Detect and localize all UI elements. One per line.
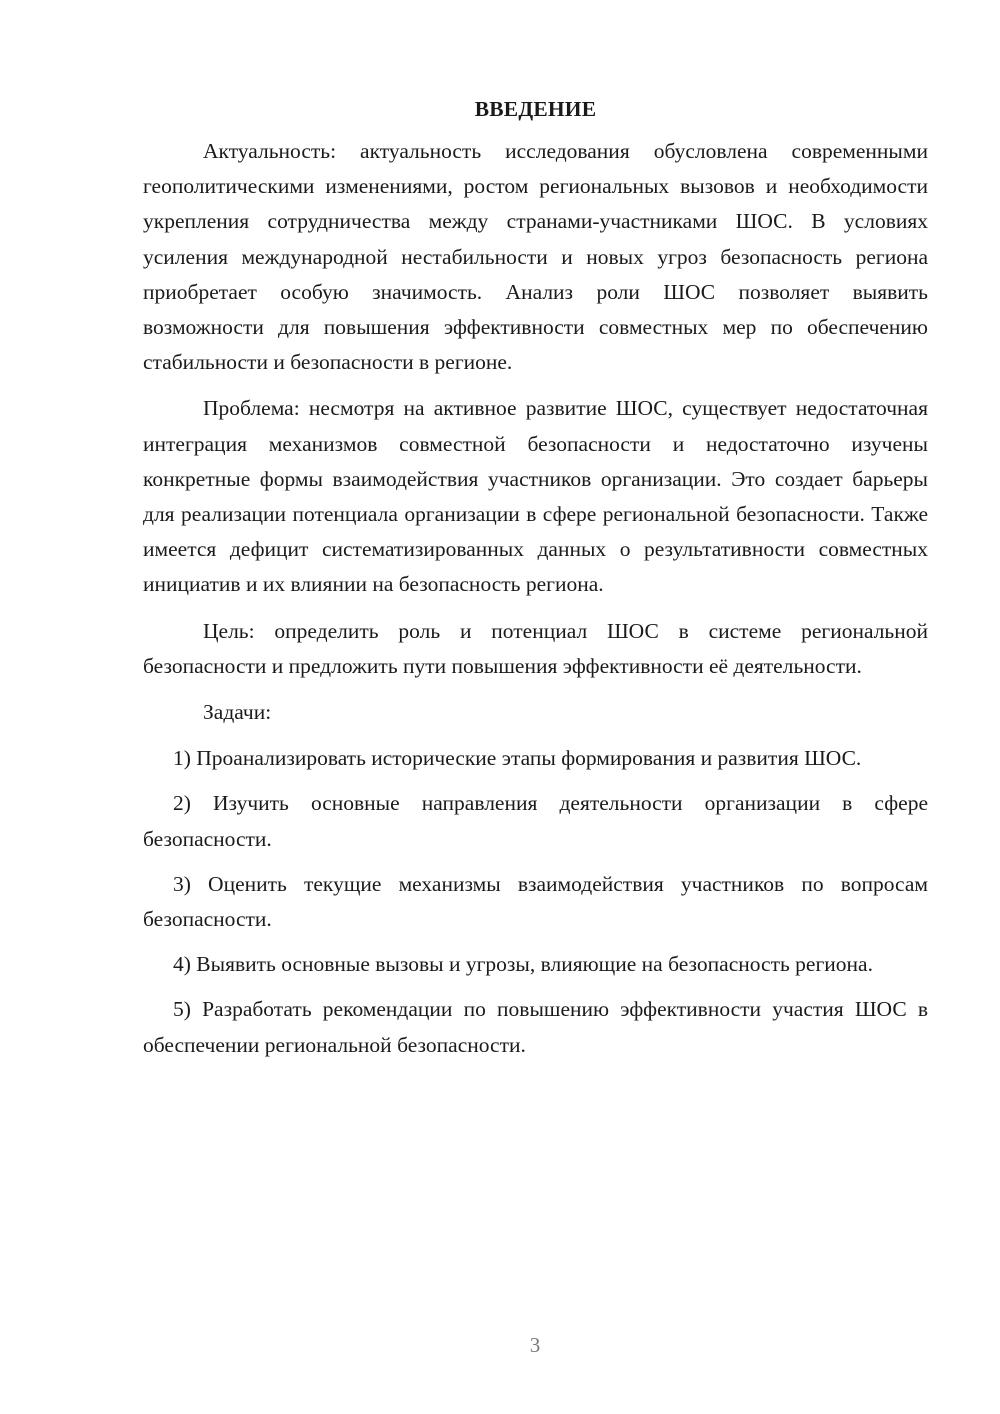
section-heading: ВВЕДЕНИЕ bbox=[474, 97, 597, 121]
task-item-5: 5) Разработать рекомендации по повышению эффективности участия ШОС в обеспечении региональной безопасности. bbox=[143, 997, 928, 1057]
document-page bbox=[143, 92, 928, 1073]
task-item-2: 2) Изучить основные направления деятельности организации в сфере безопасности. bbox=[143, 791, 928, 851]
page-number: 3 bbox=[529, 1333, 541, 1357]
task-item-1: 1) Проанализировать исторические этапы формирования и развития ШОС. bbox=[173, 746, 862, 771]
paragraph-relevance: Актуальность: актуальность исследования обусловлена современными геополитическими изменениями, ростом региональных вызовов и необходимости укрепления сотрудничества между странами-участниками ШОС. В условиях усиления международной нестабильности и новых угроз безопасность региона приобретает особую значимость. Анализ роли ШОС позволяет выявить возможности для повышения эффективности совместных мер по обеспечению стабильности и безопасности в регионе. bbox=[143, 139, 928, 375]
paragraph-problem: Проблема: несмотря на активное развитие ШОС, существует недостаточная интеграция механизмов совместной безопасности и недостаточно изучены конкретные формы взаимодействия участников организации. Это создает барьеры для реализации потенциала организации в сфере региональной безопасности. Также имеется дефицит систематизированных данных о результативности совместных инициатив и их влиянии на безопасность региона. bbox=[143, 396, 928, 597]
tasks-label: Задачи: bbox=[203, 700, 272, 725]
task-item-3: 3) Оценить текущие механизмы взаимодействия участников по вопросам безопасности. bbox=[143, 871, 928, 932]
task-item-4: 4) Выявить основные вызовы и угрозы, влияющие на безопасность региона. bbox=[173, 952, 873, 977]
paragraph-goal: Цель: определить роль и потенциал ШОС в системе региональной безопасности и предложить пути повышения эффективности её деятельности. bbox=[143, 618, 928, 678]
